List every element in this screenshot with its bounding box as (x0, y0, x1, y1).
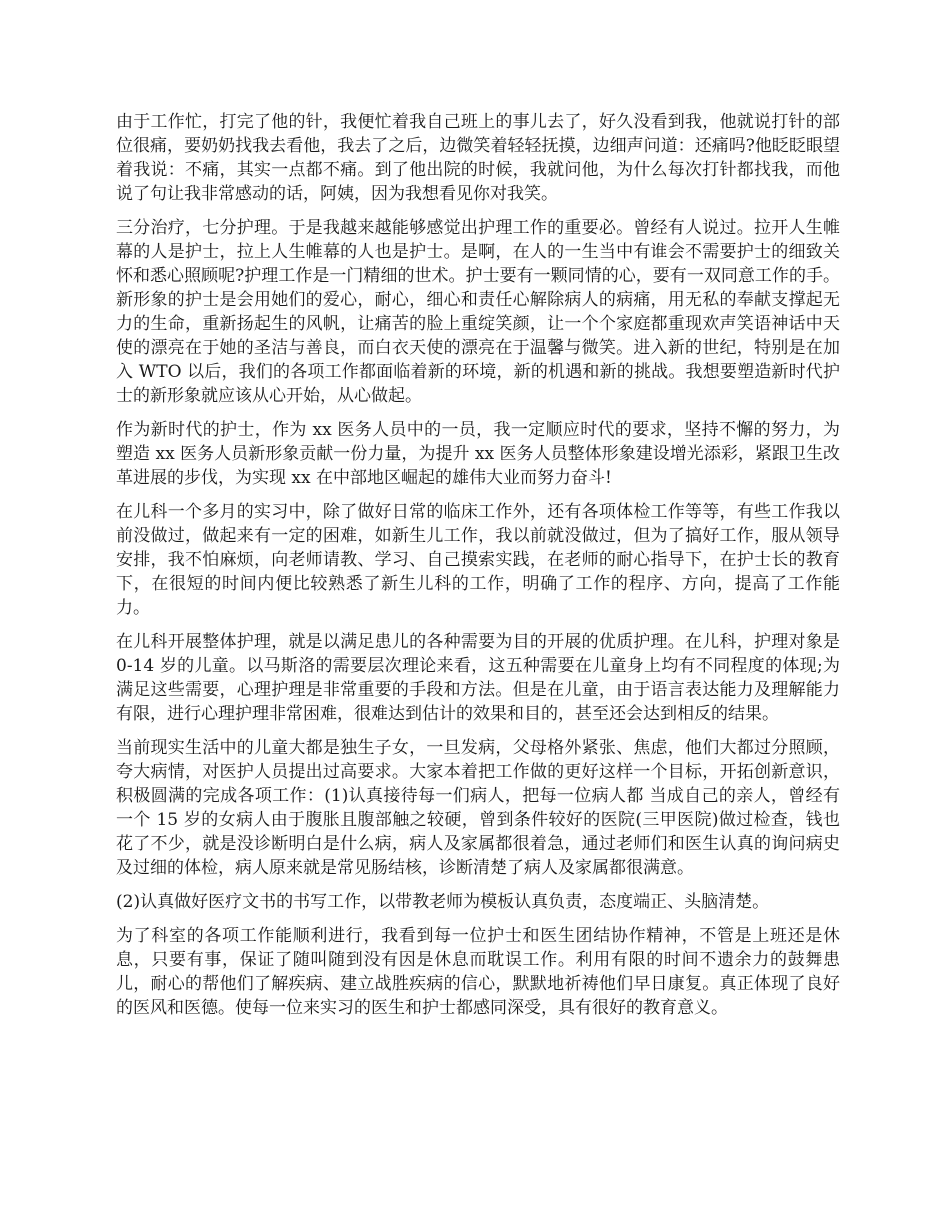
paragraph-1: 由于工作忙，打完了他的针，我便忙着我自己班上的事儿去了，好久没看到我，他就说打针的部位很痛，要奶奶找我去看他，我去了之后，边微笑着轻轻抚摸，边细声问道：还痛吗?他眨眨眼望着我说：不痛，其实一点都不痛。到了他出院的时候，我就问他，为什么每次打针都找我，而他说了句让我非常感动的话，阿姨，因为我想看见你对我笑。 (116, 112, 840, 204)
paragraph-4: 在儿科一个多月的实习中，除了做好日常的临床工作外，还有各项体检工作等等，有些工作我以前没做过，做起来有一定的困难，如新生儿工作，我以前就没做过，但为了搞好工作，服从领导安排，我不怕麻烦，向老师请教、学习、自己摸索实践，在老师的耐心指导下，在护士长的教育下，在很短的时间内便比较熟悉了新生儿科的工作，明确了工作的程序、方向，提高了工作能力。 (116, 502, 840, 618)
document-page (116, 110, 840, 1030)
paragraph-8: 为了科室的各项工作能顺利进行，我看到每一位护士和医生团结协作精神，不管是上班还是休息，只要有事，保证了随叫随到没有因是休息而耽误工作。利用有限的时间不遗余力的鼓舞患儿，耐心的帮他们了解疾病、建立战胜疾病的信心，默默地祈祷他们早日康复。真正体现了良好的医风和医德。使每一位来实习的医生和护士都感同深受，具有很好的教育意义。 (116, 926, 840, 1018)
paragraph-2: 三分治疗，七分护理。于是我越来越能够感觉出护理工作的重要必。曾经有人说过。拉开人生帷幕的人是护士，拉上人生帷幕的人也是护士。是啊，在人的一生当中有谁会不需要护士的细致关怀和悉心照顾呢?护理工作是一门精细的世术。护士要有一颗同情的心，要有一双同意工作的手。新形象的护士是会用她们的爱心，耐心，细心和责任心解除病人的病痛，用无私的奉献支撑起无力的生命，重新扬起生的风帆，让痛苦的脸上重绽笑颜，让一个个家庭都重现欢声笑语神话中天使的漂亮在于她的圣洁与善良，而白衣天使的漂亮在于温馨与微笑。进入新的世纪，特别是在加入 WTO 以后，我们的各项工作都面临着新的环境，新的机遇和新的挑战。我想要塑造新时代护士的新形象就应该从心开始，从心做起。 (116, 218, 840, 406)
paragraph-3: 作为新时代的护士，作为 xx 医务人员中的一员，我一定顺应时代的要求，坚持不懈的努力，为塑造 xx 医务人员新形象贡献一份力量，为提升 xx 医务人员整体形象建设增光添彩，紧跟卫生改革进展的步伐，为实现 xx 在中部地区崛起的雄伟大业而努力奋斗! (116, 420, 840, 488)
paragraph-7: (2)认真做好医疗文书的书写工作，以带教老师为模板认真负责，态度端正、头脑清楚。 (116, 892, 770, 912)
paragraph-5: 在儿科开展整体护理，就是以满足患儿的各种需要为目的开展的优质护理。在儿科，护理对象是 0-14 岁的儿童。以马斯洛的需要层次理论来看，这五种需要在儿童身上均有不同程度的体现;为满足这些需要，心理护理是非常重要的手段和方法。但是在儿童，由于语言表达能力及理解能力有限，进行心理护理非常困难，很难达到估计的效果和目的，甚至还会达到相反的结果。 (116, 632, 840, 724)
paragraph-6: 当前现实生活中的儿童大都是独生子女，一旦发病，父母格外紧张、焦虑，他们大都过分照顾，夸大病情，对医护人员提出过高要求。大家本着把工作做的更好这样一个目标，开拓创新意识，积极圆满的完成各项工作：(1)认真接待每一们病人，把每一位病人都 当成自己的亲人，曾经有一个 15 岁的女病人由于腹胀且腹部触之较硬，曾到条件较好的医院(三甲医院)做过检查，钱也花了不少，就是没诊断明白是什么病，病人及家属都很着急，通过老师们和医生认真的询问病史及过细的体检，病人原来就是常见肠结核，诊断清楚了病人及家属都很满意。 (116, 738, 840, 878)
